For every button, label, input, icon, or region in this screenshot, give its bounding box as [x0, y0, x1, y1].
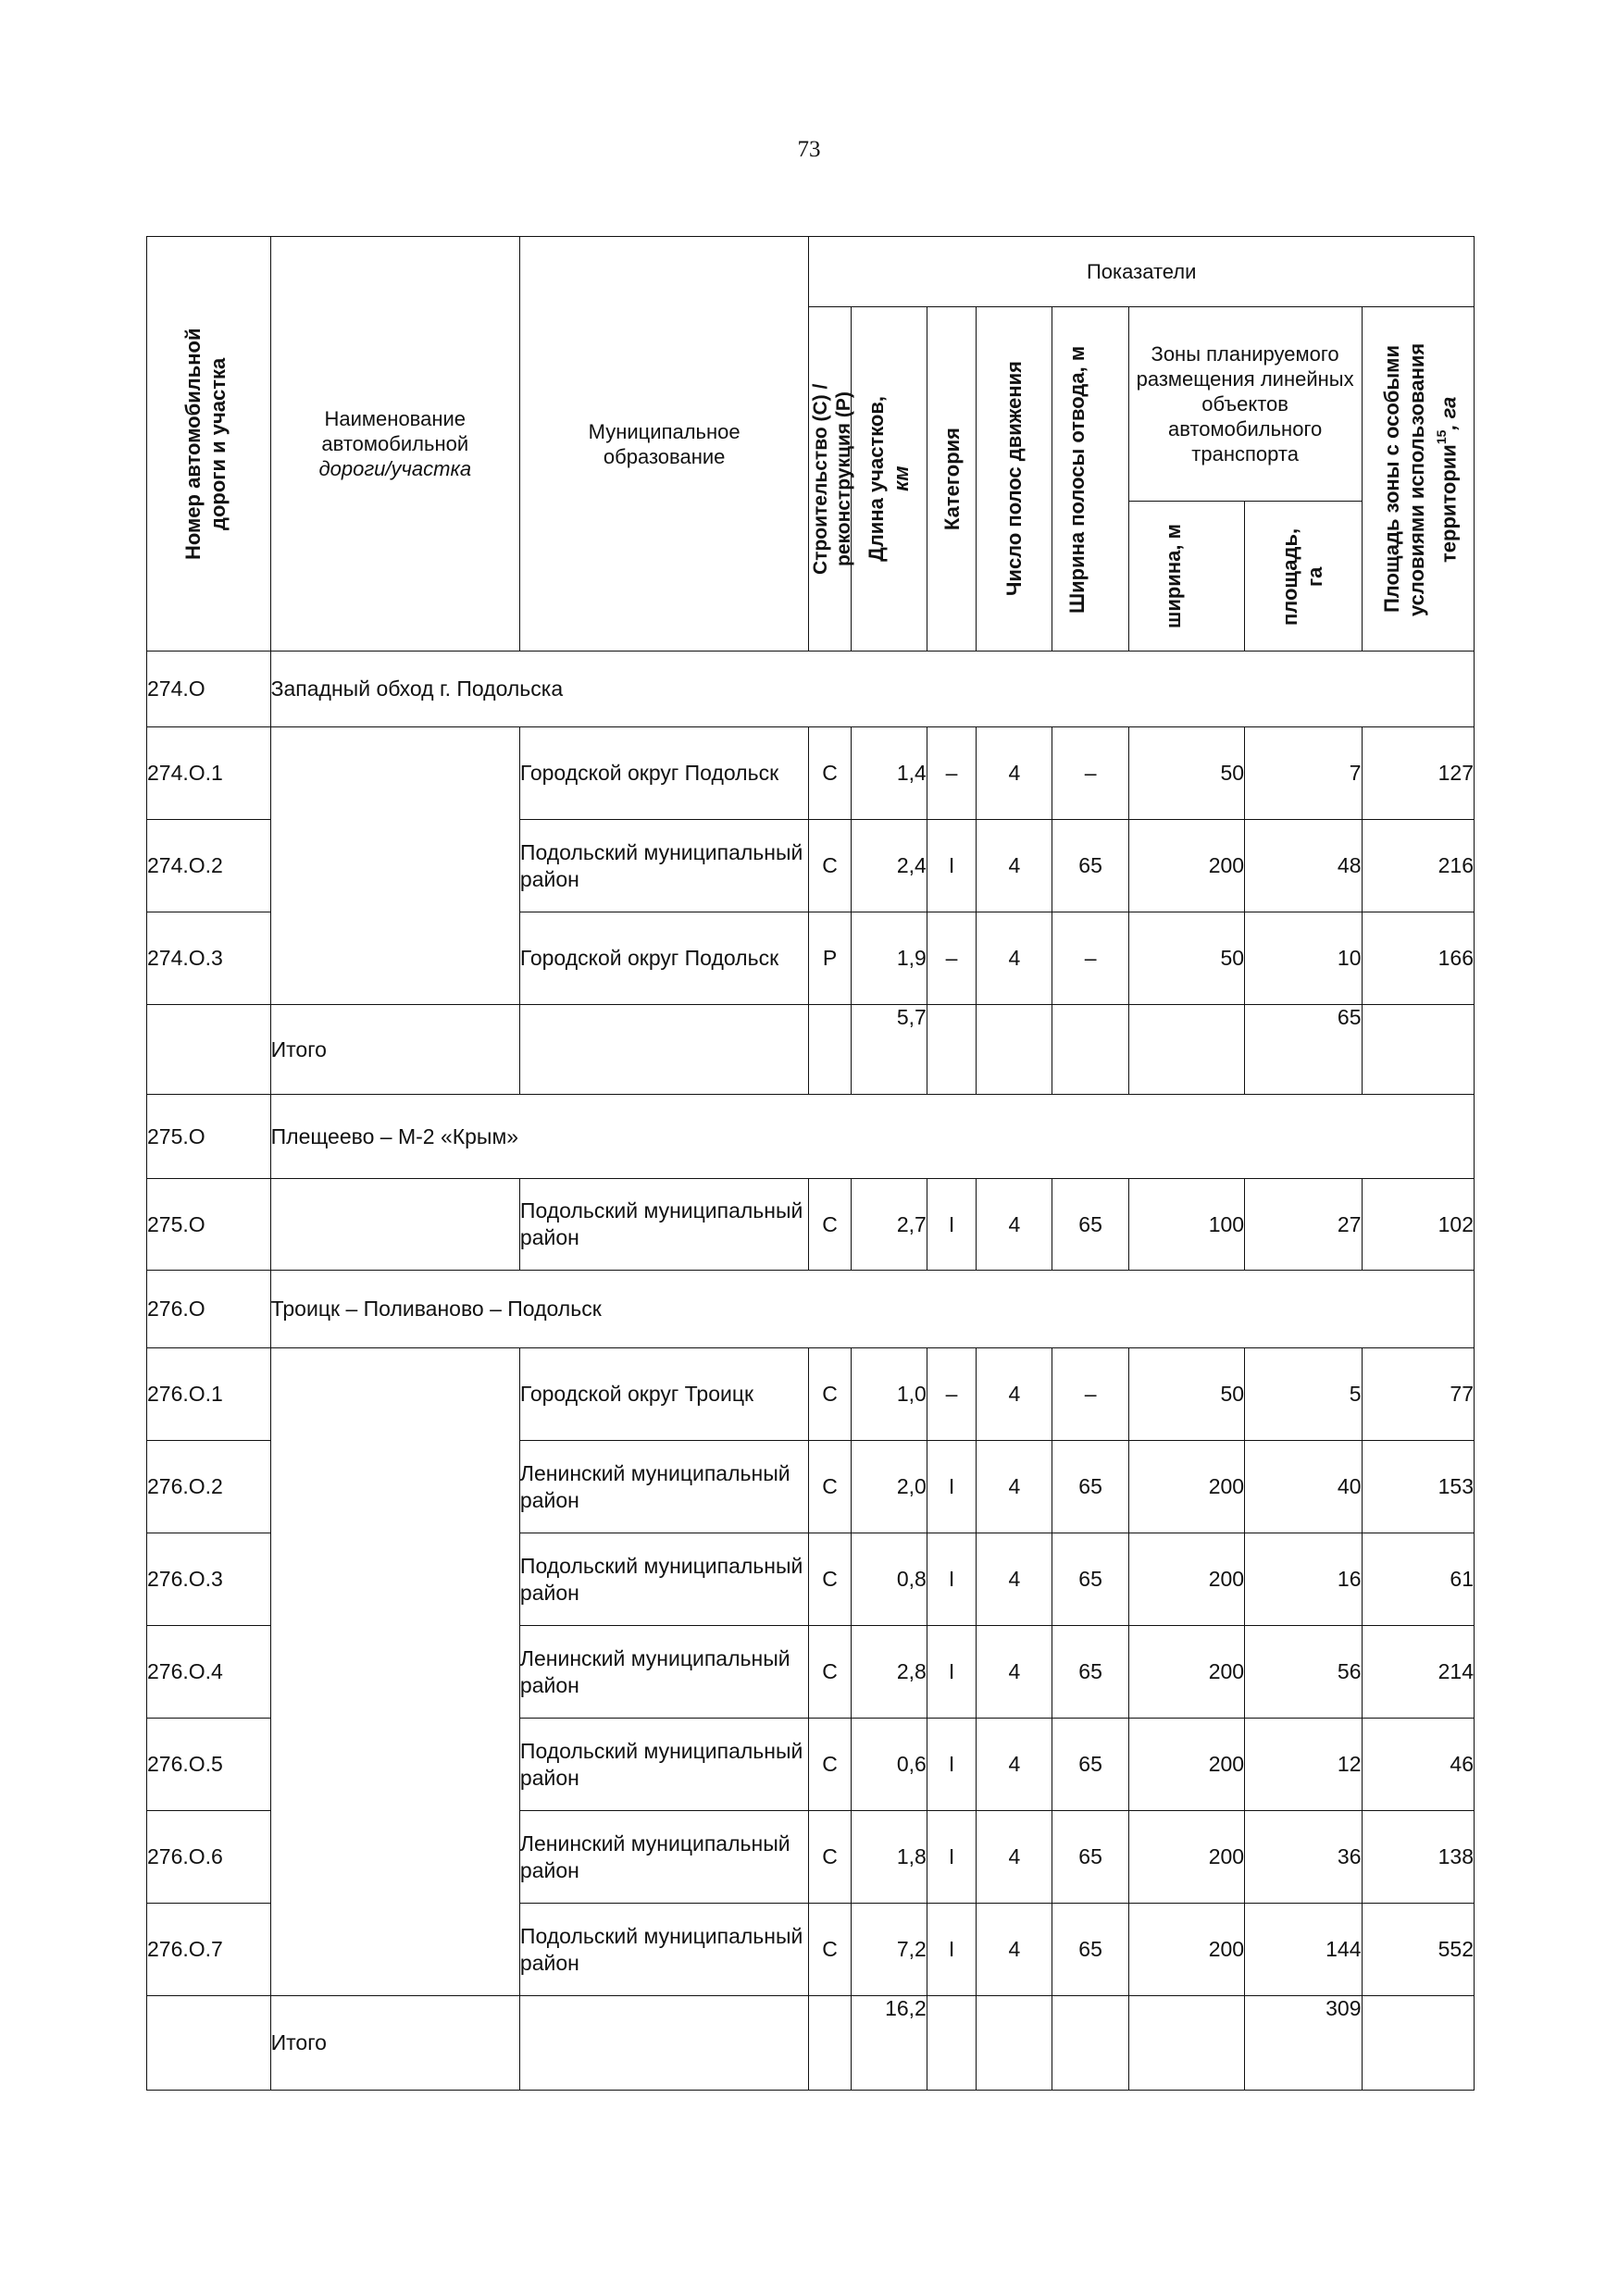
zone-area: 48 — [1245, 820, 1362, 912]
segment-code: 276.О.2 — [147, 1441, 271, 1533]
construction: С — [809, 1441, 851, 1533]
zone-area: 12 — [1245, 1719, 1362, 1811]
table-row — [147, 1348, 1475, 1441]
construction: С — [809, 1626, 851, 1719]
municipality: Подольский муниципальный район — [519, 1533, 808, 1626]
municipality: Подольский муниципальный район — [519, 1904, 808, 1996]
zone-width: 200 — [1128, 1719, 1244, 1811]
special-area: 127 — [1362, 727, 1474, 820]
zone-width: 200 — [1128, 1533, 1244, 1626]
section-row — [147, 1095, 1475, 1179]
empty-cell — [519, 1996, 808, 2091]
road-code: 274.О — [147, 652, 271, 727]
category: – — [927, 727, 976, 820]
empty-cell — [927, 1996, 976, 2091]
col-length: Длина участков, км — [851, 307, 927, 652]
zone-area: 27 — [1245, 1179, 1362, 1271]
zone-width: 200 — [1128, 1441, 1244, 1533]
lanes: 4 — [977, 1348, 1052, 1441]
row-width: – — [1052, 912, 1128, 1005]
segment-code: 276.О.1 — [147, 1348, 271, 1441]
zone-width: 50 — [1128, 727, 1244, 820]
special-area: 102 — [1362, 1179, 1474, 1271]
row-width: 65 — [1052, 1179, 1128, 1271]
special-area: 216 — [1362, 820, 1474, 912]
municipality: Городской округ Троицк — [519, 1348, 808, 1441]
segment-code: 275.О — [147, 1179, 271, 1271]
length: 2,4 — [851, 820, 927, 912]
segment-code: 274.О.1 — [147, 727, 271, 820]
category: I — [927, 1626, 976, 1719]
empty-cell — [809, 1005, 851, 1095]
empty-cell — [977, 1005, 1052, 1095]
municipality: Городской округ Подольск — [519, 727, 808, 820]
zone-width: 200 — [1128, 820, 1244, 912]
row-width: 65 — [1052, 1719, 1128, 1811]
construction: Р — [809, 912, 851, 1005]
empty-cell — [977, 1996, 1052, 2091]
municipality: Подольский муниципальный район — [519, 1719, 808, 1811]
empty-cell — [1362, 1005, 1474, 1095]
roads-table — [146, 236, 1475, 2091]
category: I — [927, 820, 976, 912]
segment-code: 276.О.6 — [147, 1811, 271, 1904]
lanes: 4 — [977, 1441, 1052, 1533]
special-area: 552 — [1362, 1904, 1474, 1996]
segment-code: 276.О.5 — [147, 1719, 271, 1811]
col-row-width: Ширина полосы отвода, м — [1052, 307, 1128, 652]
row-width: 65 — [1052, 1533, 1128, 1626]
col-zone-width: ширина, м — [1128, 502, 1244, 652]
zone-area: 16 — [1245, 1533, 1362, 1626]
special-area: 153 — [1362, 1441, 1474, 1533]
total-label: Итого — [270, 1996, 519, 2091]
special-area: 138 — [1362, 1811, 1474, 1904]
length: 1,4 — [851, 727, 927, 820]
segment-code: 276.О.3 — [147, 1533, 271, 1626]
category: I — [927, 1533, 976, 1626]
category: I — [927, 1179, 976, 1271]
road-name-empty — [270, 727, 519, 1005]
lanes: 4 — [977, 1904, 1052, 1996]
road-name: Западный обход г. Подольска — [270, 652, 1474, 727]
col-road-name: Наименование автомобильной дороги/участка — [270, 237, 519, 652]
zone-area: 36 — [1245, 1811, 1362, 1904]
zone-width: 50 — [1128, 1348, 1244, 1441]
length: 0,8 — [851, 1533, 927, 1626]
row-width: – — [1052, 1348, 1128, 1441]
category: I — [927, 1719, 976, 1811]
lanes: 4 — [977, 1533, 1052, 1626]
zone-area: 144 — [1245, 1904, 1362, 1996]
lanes: 4 — [977, 912, 1052, 1005]
section-row — [147, 1271, 1475, 1348]
category: – — [927, 912, 976, 1005]
lanes: 4 — [977, 820, 1052, 912]
empty-cell — [147, 1005, 271, 1095]
length: 2,7 — [851, 1179, 927, 1271]
total-length: 5,7 — [851, 1005, 927, 1095]
row-width: 65 — [1052, 1811, 1128, 1904]
construction: С — [809, 1348, 851, 1441]
road-name-empty — [270, 1348, 519, 1996]
road-name: Плещеево – М-2 «Крым» — [270, 1095, 1474, 1179]
total-row — [147, 1996, 1475, 2091]
zone-width: 100 — [1128, 1179, 1244, 1271]
col-road-number: Номер автомобильной дороги и участка — [147, 237, 271, 652]
row-width: 65 — [1052, 820, 1128, 912]
zone-width: 200 — [1128, 1904, 1244, 1996]
lanes: 4 — [977, 727, 1052, 820]
col-construction: Строительство (С) / реконструкция (Р) — [809, 307, 851, 652]
municipality: Подольский муниципальный район — [519, 1179, 808, 1271]
zone-width: 200 — [1128, 1811, 1244, 1904]
zone-area: 5 — [1245, 1348, 1362, 1441]
zone-width: 50 — [1128, 912, 1244, 1005]
col-municipality: Муниципальное образование — [519, 237, 808, 652]
construction: С — [809, 1904, 851, 1996]
indicators-header: Показатели — [809, 237, 1475, 307]
row-width: 65 — [1052, 1904, 1128, 1996]
length: 1,0 — [851, 1348, 927, 1441]
empty-cell — [1128, 1996, 1244, 2091]
lanes: 4 — [977, 1719, 1052, 1811]
road-code: 276.О — [147, 1271, 271, 1348]
special-area: 46 — [1362, 1719, 1474, 1811]
empty-cell — [1128, 1005, 1244, 1095]
col-special-area: Площадь зоны с особыми условиями использования территории$^{15}$, га — [1362, 307, 1474, 652]
special-area: 61 — [1362, 1533, 1474, 1626]
municipality: Ленинский муниципальный район — [519, 1626, 808, 1719]
length: 1,9 — [851, 912, 927, 1005]
length: 0,6 — [851, 1719, 927, 1811]
col-category: Категория — [927, 307, 976, 652]
lanes: 4 — [977, 1626, 1052, 1719]
empty-cell — [809, 1996, 851, 2091]
total-zone-area: 309 — [1245, 1996, 1362, 2091]
length: 7,2 — [851, 1904, 927, 1996]
municipality: Ленинский муниципальный район — [519, 1441, 808, 1533]
page-number: 73 — [797, 137, 821, 162]
category: I — [927, 1441, 976, 1533]
empty-cell — [1362, 1996, 1474, 2091]
col-zone-area: площадь, га — [1245, 502, 1362, 652]
empty-cell — [1052, 1005, 1128, 1095]
category: I — [927, 1904, 976, 1996]
municipality: Ленинский муниципальный район — [519, 1811, 808, 1904]
lanes: 4 — [977, 1811, 1052, 1904]
row-width: 65 — [1052, 1626, 1128, 1719]
category: I — [927, 1811, 976, 1904]
total-zone-area: 65 — [1245, 1005, 1362, 1095]
total-row — [147, 1005, 1475, 1095]
segment-code: 274.О.2 — [147, 820, 271, 912]
col-zones: Зоны планируемого размещения линейных объектов автомобильного транспорта — [1128, 307, 1362, 502]
road-name-empty — [270, 1179, 519, 1271]
row-width: – — [1052, 727, 1128, 820]
empty-cell — [147, 1996, 271, 2091]
table-row — [147, 727, 1475, 820]
construction: С — [809, 1811, 851, 1904]
construction: С — [809, 1179, 851, 1271]
zone-area: 7 — [1245, 727, 1362, 820]
zone-width: 200 — [1128, 1626, 1244, 1719]
col-lanes: Число полос движения — [977, 307, 1052, 652]
special-area: 214 — [1362, 1626, 1474, 1719]
lanes: 4 — [977, 1179, 1052, 1271]
construction: С — [809, 1533, 851, 1626]
length: 2,0 — [851, 1441, 927, 1533]
length: 1,8 — [851, 1811, 927, 1904]
empty-cell — [1052, 1996, 1128, 2091]
special-area: 77 — [1362, 1348, 1474, 1441]
segment-code: 276.О.7 — [147, 1904, 271, 1996]
municipality: Подольский муниципальный район — [519, 820, 808, 912]
length: 2,8 — [851, 1626, 927, 1719]
table-row — [147, 1179, 1475, 1271]
segment-code: 274.О.3 — [147, 912, 271, 1005]
municipality: Городской округ Подольск — [519, 912, 808, 1005]
construction: С — [809, 820, 851, 912]
section-row — [147, 652, 1475, 727]
special-area: 166 — [1362, 912, 1474, 1005]
total-label: Итого — [270, 1005, 519, 1095]
zone-area: 40 — [1245, 1441, 1362, 1533]
road-code: 275.О — [147, 1095, 271, 1179]
construction: С — [809, 727, 851, 820]
category: – — [927, 1348, 976, 1441]
empty-cell — [519, 1005, 808, 1095]
zone-area: 10 — [1245, 912, 1362, 1005]
total-length: 16,2 — [851, 1996, 927, 2091]
segment-code: 276.О.4 — [147, 1626, 271, 1719]
construction: С — [809, 1719, 851, 1811]
empty-cell — [927, 1005, 976, 1095]
zone-area: 56 — [1245, 1626, 1362, 1719]
road-name: Троицк – Поливаново – Подольск — [270, 1271, 1474, 1348]
row-width: 65 — [1052, 1441, 1128, 1533]
